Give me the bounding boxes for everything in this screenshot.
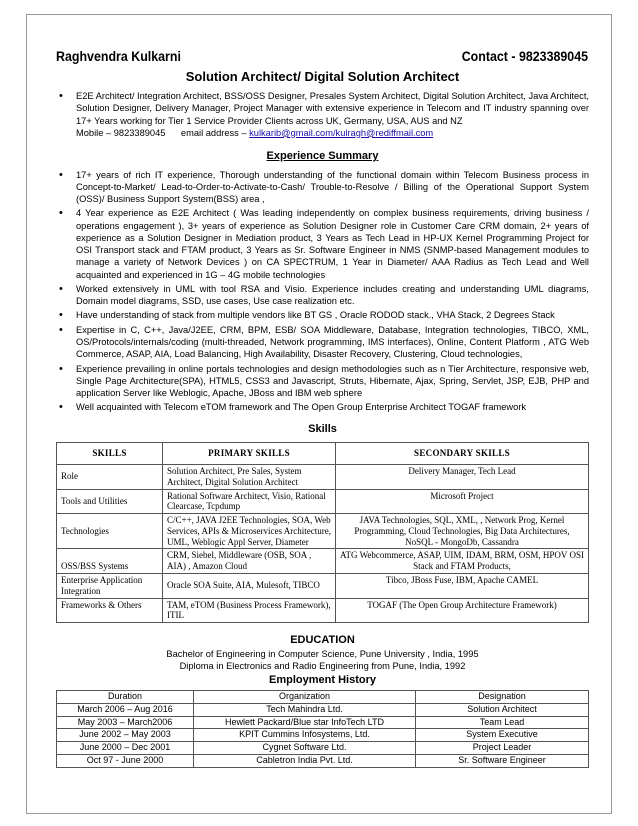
- intro-list: [56, 90, 589, 139]
- employment-duration: June 2002 – May 2003: [57, 729, 194, 742]
- skill-name: OSS/BSS Systems: [57, 549, 163, 574]
- experience-item: • Well acquainted with Telecom eTOM framework and The Open Group Enterprise Architect TOGAF framework: [56, 401, 589, 413]
- primary-skill: Oracle SOA Suite, AIA, Mulesoft, TIBCO: [163, 574, 336, 599]
- employment-role: Project Leader: [416, 742, 589, 755]
- employment-col-header: Duration: [57, 690, 194, 703]
- primary-skill: C/C++, JAVA J2EE Technologies, SOA, Web Services, APIs & Microservices Architecture, UML, Weblogic Appl Server, Diameter: [163, 514, 336, 549]
- education-line: Bachelor of Engineering in Computer Science, Pune University , India, 1995: [166, 648, 479, 659]
- secondary-skill: TOGAF (The Open Group Architecture Framework): [336, 598, 589, 623]
- experience-item: • 4 Year experience as E2E Architect ( Was leading independently on complex business requirements, driving business / operations engagement ), 3+ years of experience as Solution Designer role in Customer Care CRM domain, 2+ years of experience as a Solution Designer in Mediation product, 3 Years as Tech Lead in HP-UX Kernel Programming Project for OSI Transport stack and FTAM product, 3 Years as Sr. Software Engineer in NMS (SNMP-based Management modules to manage a variety of Network Devices ) on CA SPECTRUM, 1 Year in Diameter/ AAA Radius as Tech Lead and Well acquainted and experienced in 1G – 4G mobile technologies: [56, 207, 589, 281]
- email-link[interactable]: kulkarib@gmail.com/kulragh@rediffmail.com: [249, 127, 434, 138]
- employment-col-header: Organization: [194, 690, 416, 703]
- skills-row: [57, 598, 589, 623]
- employment-org: KPIT Cummins Infosystems, Ltd.: [194, 729, 416, 742]
- skills-col-header: PRIMARY SKILLS: [163, 443, 336, 465]
- employment-duration: June 2000 – Dec 2001: [57, 742, 194, 755]
- secondary-skill: Tibco, JBoss Fuse, IBM, Apache CAMEL: [336, 574, 589, 599]
- employment-role: Team Lead: [416, 716, 589, 729]
- employment-row: [57, 716, 589, 729]
- employment-duration: May 2003 – March2006: [57, 716, 194, 729]
- employment-row: [57, 742, 589, 755]
- skill-name: Tools and Utilities: [57, 489, 163, 514]
- skills-heading: Skills: [308, 422, 337, 435]
- intro-text: E2E Architect/ Integration Architect, BSS/OSS Designer, Presales System Architect, Digital Solution Architect, Java Architect, Solution Designer, Delivery Manager, Project Manager with extensive experience in Telecom and IT industry spanning over 17+ Years working for Tier 1 Service Provider Clients across UK, Germany, USA, AUS and NZ: [76, 90, 589, 126]
- secondary-skill: Delivery Manager, Tech Lead: [336, 464, 589, 489]
- skills-row: [57, 549, 589, 574]
- skills-table: [56, 442, 589, 623]
- experience-item: • Have understanding of stack from multiple vendors like BT GS , Oracle RODOD stack., VHA Stack, 2 Degrees Stack: [56, 309, 589, 321]
- skills-row: [57, 574, 589, 599]
- resume-page: [56, 48, 589, 768]
- skills-header-row: [57, 443, 589, 465]
- education-heading: EDUCATION: [290, 634, 355, 647]
- employment-duration: March 2006 – Aug 2016: [57, 703, 194, 716]
- skills-row: [57, 489, 589, 514]
- experience-item: • Worked extensively in UML with tool RSA and Visio. Experience includes creating and understanding UML diagrams, Domain model diagrams, SSD, use cases, Use case realization etc.: [56, 283, 589, 308]
- employment-org: Tech Mahindra Ltd.: [194, 703, 416, 716]
- experience-item: • Experience prevailing in online portals technologies and design methodologies such as n Tier Architecture, responsive web, Single Page Architecture(SPA), HTML5, CSS3 and Javascript, Struts, Hibernate, Ajax, Spring, Servlet, JSP, EJB, PHP and application Server like Weblogic, Apache, JBoss and IBM web sphere: [56, 363, 589, 400]
- employment-table: [56, 690, 589, 768]
- skill-name: Role: [57, 464, 163, 489]
- candidate-name: Raghvendra Kulkarni: [56, 49, 181, 64]
- experience-list: [56, 169, 589, 414]
- employment-duration: Oct 97 - June 2000: [57, 755, 194, 768]
- mobile-email-label: Mobile – 9823389045 email address –: [76, 127, 250, 138]
- secondary-skill: Microsoft Project: [336, 489, 589, 514]
- employment-org: Hewlett Packard/Blue star InfoTech LTD: [194, 716, 416, 729]
- employment-role: Solution Architect: [416, 703, 589, 716]
- skills-col-header: SECONDARY SKILLS: [336, 443, 589, 465]
- employment-row: [57, 755, 589, 768]
- employment-header-row: [57, 690, 589, 703]
- skills-row: [57, 464, 589, 489]
- employment-role: Sr. Software Engineer: [416, 755, 589, 768]
- skill-name: Technologies: [57, 514, 163, 549]
- contact-number: Contact - 9823389045: [461, 49, 589, 64]
- primary-skill: Solution Architect, Pre Sales, System Architect, Digital Solution Architect: [163, 464, 336, 489]
- skill-name: Enterprise Application Integration: [57, 574, 163, 599]
- education-line: Diploma in Electronics and Radio Engineering from Pune, India, 1992: [179, 661, 466, 672]
- employment-role: System Executive: [416, 729, 589, 742]
- employment-col-header: Designation: [416, 690, 589, 703]
- primary-skill: Rational Software Architect, Visio, Rational Clearcase, Tcpdump: [163, 489, 336, 514]
- intro-item: [56, 90, 589, 139]
- experience-item: • Expertise in C, C++, Java/J2EE, CRM, BPM, ESB/ SOA Middleware, Database, Integration technologies, TIBCO, XML, OS/Protocols/internals/coding (multi-threaded, Network programming, IMS interfaces), Online, Content Platform , ATG Web Commerce, ASAP, AIA, Load Balancing, High Availability, Disaster Recovery, Clustering, Cloud technologies,: [56, 324, 589, 361]
- job-title: Solution Architect/ Digital Solution Architect: [185, 68, 460, 84]
- secondary-skill: JAVA Technologies, SQL, XML, , Network Prog, Kernel Programming, Cloud Technologies, Big Data Architectures, NoSQL - MongoDb, Cassandra: [336, 514, 589, 549]
- header-row: [56, 48, 588, 66]
- employment-org: Cabletron India Pvt. Ltd.: [194, 755, 416, 768]
- primary-skill: CRM, Siebel, Middleware (OSB, SOA , AIA) , Amazon Cloud: [163, 549, 336, 574]
- employment-row: [57, 703, 589, 716]
- employment-row: [57, 729, 589, 742]
- skill-name: Frameworks & Others: [57, 598, 163, 623]
- experience-summary-heading: Experience Summary: [266, 150, 379, 163]
- skills-row: [57, 514, 589, 549]
- skills-col-header: SKILLS: [57, 443, 163, 465]
- experience-item: • 17+ years of rich IT experience, Thorough understanding of the functional domain within Telecom Business process in Concept-to-Market/ Lead-to-Order-to-Activate-to-Cash/ Trouble-to-Resolve / Billing of the Operational Support System (OSS)/ Business Support System(BSS) area ,: [56, 169, 589, 206]
- employment-org: Cygnet Software Ltd.: [194, 742, 416, 755]
- primary-skill: TAM, eTOM (Business Process Framework), ITIL: [163, 598, 336, 623]
- secondary-skill: ATG Webcommerce, ASAP, UIM, IDAM, BRM, OSM, HPOV OSI Stack and FTAM Products,: [336, 549, 589, 574]
- employment-heading: Employment History: [269, 674, 376, 687]
